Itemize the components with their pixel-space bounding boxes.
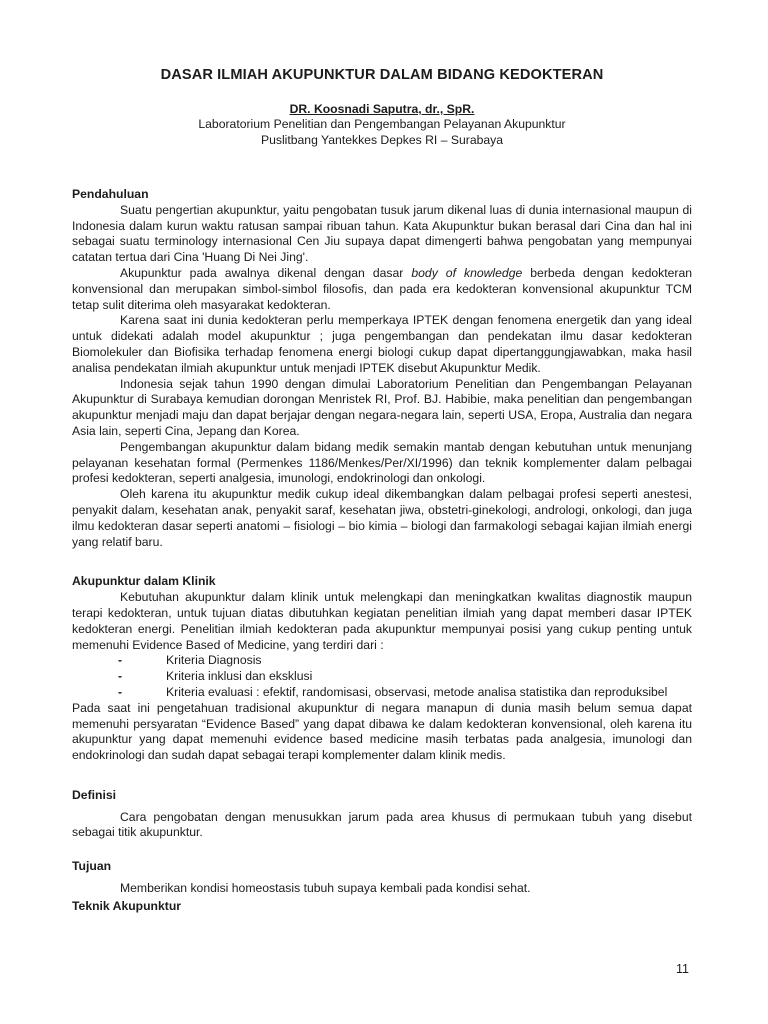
- list-item: [72, 685, 692, 701]
- list-item-text: Kriteria Diagnosis: [166, 653, 262, 668]
- paragraph: Oleh karena itu akupunktur medik cukup ideal dikembangkan dalam pelbagai profesi seperti anestesi, penyakit dalam, kesehatan anak, penyakit saraf, kesehatan jiwa, obstetri-ginekologi, andrologi, onkologi, dan juga ilmu kedokteran dasar seperti anatomi – fisiologi – bio kimia – biologi dan farmakologi sebagai kajian ilmiah energi yang relatif baru.: [72, 487, 692, 549]
- italic-segment: body of knowledge: [411, 265, 523, 280]
- paragraph: Pengembangan akupunktur dalam bidang medik semakin mantab dengan kebutuhan untuk menunjang pelayanan kesehatan formal (Permenkes 1186/Menkes/Per/XI/1996) dan teknik komplementer dalam pelbagai profesi kedokteran, seperti analgesia, imunologi, endokrinologi dan onkologi.: [72, 439, 692, 486]
- affiliation-line-2: Puslitbang Yantekkes Depkes RI – Surabaya: [260, 132, 504, 147]
- paragraph: Karena saat ini dunia kedokteran perlu memperkaya IPTEK dengan fenomena energetik dan yang ideal untuk didekati adalah model akupunktur ; juga pengembangan dan pendekatan ilmu dasar kedokteran Biomolekuler dan Biofisika terhadap fenomena energi biologi cukup dapat dipertanggungjawabkan, maka hasil analisa pendekatan ilmiah akupunktur untuk menjadi IPTEK disebut Akupunktur Medik.: [72, 313, 692, 375]
- paragraph: Kebutuhan akupunktur dalam klinik untuk melengkapi dan meningkatkan kwalitas diagnostik maupun terapi kedokteran, untuk tujuan diatas dibutuhkan kegiatan penelitian ilmiah yang dapat memberi dasar IPTEK kedokteran energi. Penelitian ilmiah kedokteran pada akupunktur mempunyai posisi yang cukup penting untuk memenuhi Evidence Based of Medicine, yang terdiri dari :: [72, 590, 692, 652]
- list-bullet: -: [118, 684, 123, 699]
- page-number: 11: [676, 962, 689, 976]
- section-heading-teknik: Teknik Akupunktur: [72, 898, 182, 913]
- list-item: [72, 669, 692, 685]
- paragraph: Cara pengobatan dengan menusukkan jarum pada area khusus di permukaan tubuh yang disebut sebagai titik akupunktur.: [72, 809, 692, 840]
- paragraph: Memberikan kondisi homeostasis tubuh supaya kembali pada kondisi sehat.: [120, 881, 531, 896]
- list-bullet: -: [118, 653, 123, 668]
- paragraph: Indonesia sejak tahun 1990 dengan dimulai Laboratorium Penelitian dan Pengembangan Pelayanan Akupunktur di Surabaya kemudian dorongan Menristek RI, Prof. BJ. Habibie, maka penelitian dan pengembangan akupunktur menjadi maju dan dapat berjajar dengan negara-negara lain, seperti USA, Eropa, Australia dan negara Asia lain, seperti Cina, Jepang dan Korea.: [72, 376, 692, 438]
- list-item-text: Kriteria inklusi dan eksklusi: [166, 669, 313, 684]
- text-segment: Akupunktur pada awalnya dikenal dengan dasar: [120, 265, 412, 280]
- section-heading-definisi: Definisi: [72, 787, 117, 802]
- criteria-list: [72, 653, 692, 700]
- document-page: [72, 66, 692, 915]
- section-heading-tujuan: Tujuan: [72, 859, 112, 874]
- text-segment: berbeda dengan kedokteran konvensional dan merupakan simbol-simbol filosofis, dan pada era kedokteran konvensional akupunktur TCM tetap sulit diterima oleh masyarakat kedokteran.: [72, 265, 693, 312]
- list-item: [72, 653, 692, 669]
- list-item-text: Kriteria evaluasi : efektif, randomisasi, observasi, metode analisa statistika dan reproduksibel: [166, 684, 668, 699]
- paragraph: Pada saat ini pengetahuan tradisional akupunktur di negara manapun di dunia masih belum semua dapat memenuhi persyaratan “Evidence Based” yang dapat dibawa ke dalam kedokteran konvensional, oleh karena itu akupunktur yang dapat memenuhi evidence based medicine masih terbatas pada analgesia, imunologi dan endokrinologi dan sudah dapat sebagai terapi komplementer dalam klinik medis.: [72, 700, 692, 763]
- affiliation-line-1: Laboratorium Penelitian dan Pengembangan Pelayanan Akupunktur: [198, 117, 566, 131]
- section-heading-pendahuluan: Pendahuluan: [72, 187, 149, 201]
- section-heading-klinik: Akupunktur dalam Klinik: [72, 574, 216, 589]
- document-title: DASAR ILMIAH AKUPUNKTUR DALAM BIDANG KEDOKTERAN: [160, 67, 604, 83]
- paragraph-with-italic: [72, 266, 692, 313]
- paragraph: Suatu pengertian akupunktur, yaitu pengobatan tusuk jarum dikenal luas di dunia internasional maupun di Indonesia dalam kurun waktu ratusan sampai ribuan tahun. Kata Akupunktur bukan berasal dari Cina dan hal ini sebagai suatu terminology internasional Cen Jiu supaya dapat dimengerti bahwa pengobatan yang mempunyai catatan tertua dari Cina 'Huang Di Nei Jing'.: [72, 202, 692, 265]
- list-bullet: -: [118, 669, 123, 684]
- author-name: DR. Koosnadi Saputra, dr., SpR.: [289, 102, 475, 116]
